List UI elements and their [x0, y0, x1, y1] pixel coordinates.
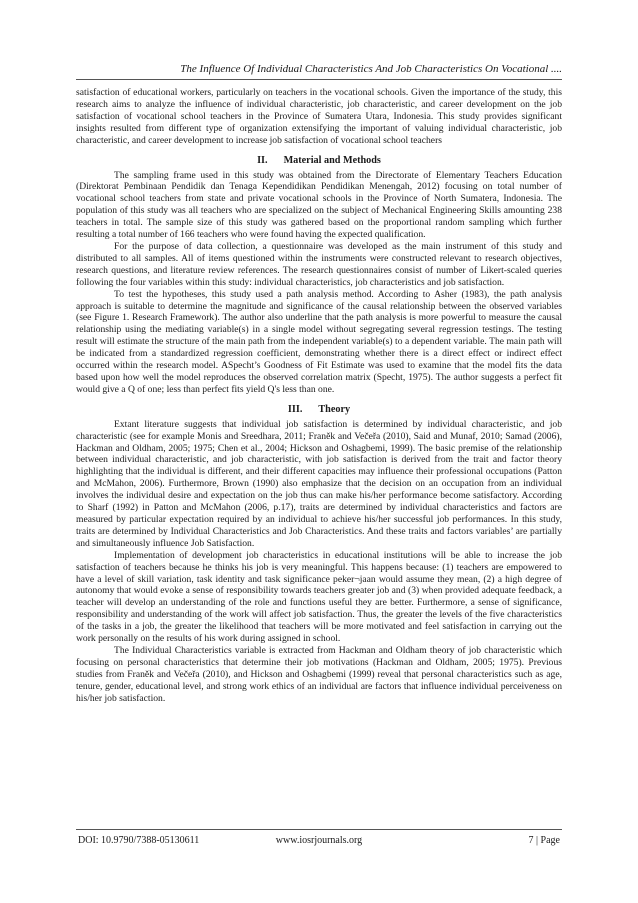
methods-paragraph: To test the hypotheses, this study used a path analysis method. According to Asher (1983), the path analysis approach is suitable to determine the magnitude and significance of the causal relationship between the observed variables (see Figure 1. Research Framework). The author also underline that the path analysis is more powerful to measure the causal relationship using the mediating variable(s) in a single model without segregating several regression testings. The testing result will estimate the structure of the main path from the independent variable(s) to a dependent variable. The main path will be indicated from a standardized regression coefficient, demonstrating whether there is a direct effect or indirect effect occurred within the research model. ASpecht’s Goodness of Fit Estimate was used to examine that the model fits the data based upon how well the model reproduces the observed correlation matrix (Specht, 1975). The author suggests a perfect fit would give a Q of one; less than perfect fits yield Q's less than one.	[76, 288, 562, 395]
theory-paragraph: Extant literature suggests that individual job satisfaction is determined by individual characteristic, and job characteristic (see for example Monis and Sreedhara, 2011; Franěk and Večeřa (2010), Said and Munaf, 2010; Samad (2006), Hackman and Oldham, 2005; 1975; Chen et al., 2004; Hickson and Oshagbemi, 1999). The basic premise of the relationship between individual characteristic, and job characteristic, with job satisfaction is derived from the trait and factor theory highlighting that the individual is different, and their different capacities may influence their professional occupations (Patton and McMahon, 2006). Furthermore, Brown (1990) also emphasize that the decision on an occupation from an individual involves the individual desire and expectation on the job thus can make his/her performance become satisfactory. According to Sharf (1992) in Patton and McMahon (2006, p.17), traits are determined by individual characteristics and factors are measured by particular expectation required by an individual to achieve his/her successful job performances. In this study, traits are determined by Individual Characteristics and Job Characteristics. And these traits and factors variables’ are partially and simultaneously influence Job Satisfaction.	[76, 418, 562, 549]
footer-rule	[76, 829, 562, 830]
article-body	[76, 87, 562, 705]
methods-paragraph: For the purpose of data collection, a questionnaire was developed as the main instrument of this study and distributed to all samples. All of items questioned within the instruments were constructed relevant to research objectives, research questions, and literature review references. The research questionnaires consist of number of Likert-scaled queries following the four variables within this study: individual characteristics, job characteristics and job satisfaction.	[76, 240, 562, 288]
theory-paragraph: Implementation of development job characteristics in educational institutions will be able to increase the job satisfaction of teachers because he thinks his job is very meaningful. This happens because: (1) teachers are empowered to have a level of skill variation, task identity and task significance peker¬jaan would assume they mean, (2) a high degree of autonomy that would evoke a sense of responsibility towards teachers greater job and (3) when provided adequate feedback, a teacher will develop an understanding of the role and functions useful they are better. Furthermore, a sense of significance, responsibility and understanding of the work will affect job satisfaction. Thus, the greater the levels of the five characteristics of the tasks in a job, the greater the likelihood that teachers will be more motivated and feel satisfaction in carrying out the work personally on the results of his work during assigned in school.	[76, 549, 562, 645]
page-number: 7 | Page	[528, 835, 560, 846]
theory-paragraph: The Individual Characteristics variable is extracted from Hackman and Oldham theory of job characteristic which focusing on personal characteristics that determine their job motivations (Hackman and Oldham, 2005; 1975). Previous studies from Franěk and Večeřa (2010), and Hickson and Oshagbemi (1999) reveal that personal characteristics such as age, tenure, gender, educational level, and strong work ethics of an individual are factors that influence individual perceiveness on his/her job satisfaction.	[76, 644, 562, 704]
section-heading-methods	[76, 154, 562, 167]
section-heading-theory	[76, 403, 562, 416]
section-title: Material and Methods	[283, 154, 381, 166]
section-number: III.	[287, 403, 303, 415]
running-header: The Influence Of Individual Characteristics And Job Characteristics On Vocational ....	[180, 63, 562, 75]
section-number: II.	[257, 154, 268, 166]
page-footer	[76, 834, 562, 848]
methods-paragraph: The sampling frame used in this study was obtained from the Directorate of Elementary Teachers Education (Direktorat Pembinaan Pendidik dan Tenaga Kependidikan Pendidikan Menengah, 2012) focusing on total number of vocational school teachers from state and private vocational schools in the Province of North Sumatera, Indonesia. The population of this study was all teachers who are specialized on the subject of Mechanical Engineering Skills amounting 238 teachers in total. The sample size of this study was gathered based on the proportional random sampling which further resulting a total number of 166 teachers who were found having the expected qualification.	[76, 169, 562, 241]
section-title: Theory	[318, 403, 351, 415]
intro-continuation-paragraph: satisfaction of educational workers, particularly on teachers in the vocational schools. Given the importance of the study, this research aims to analyze the influence of individual characteristic, job characteristic, and career development on the job satisfaction of vocational school teachers in the Province of Sumatera Utara, Indonesia. This study provides significant insights resulted from different type of organization extensifying the important of valuing individual characteristic, job characteristic, and career development to increase job satisfaction of vocational school teachers	[76, 87, 562, 146]
journal-website-link[interactable]: www.iosrjournals.org	[275, 835, 363, 846]
doi-text: DOI: 10.9790/7388-05130611	[78, 835, 200, 846]
header-rule	[76, 79, 562, 80]
